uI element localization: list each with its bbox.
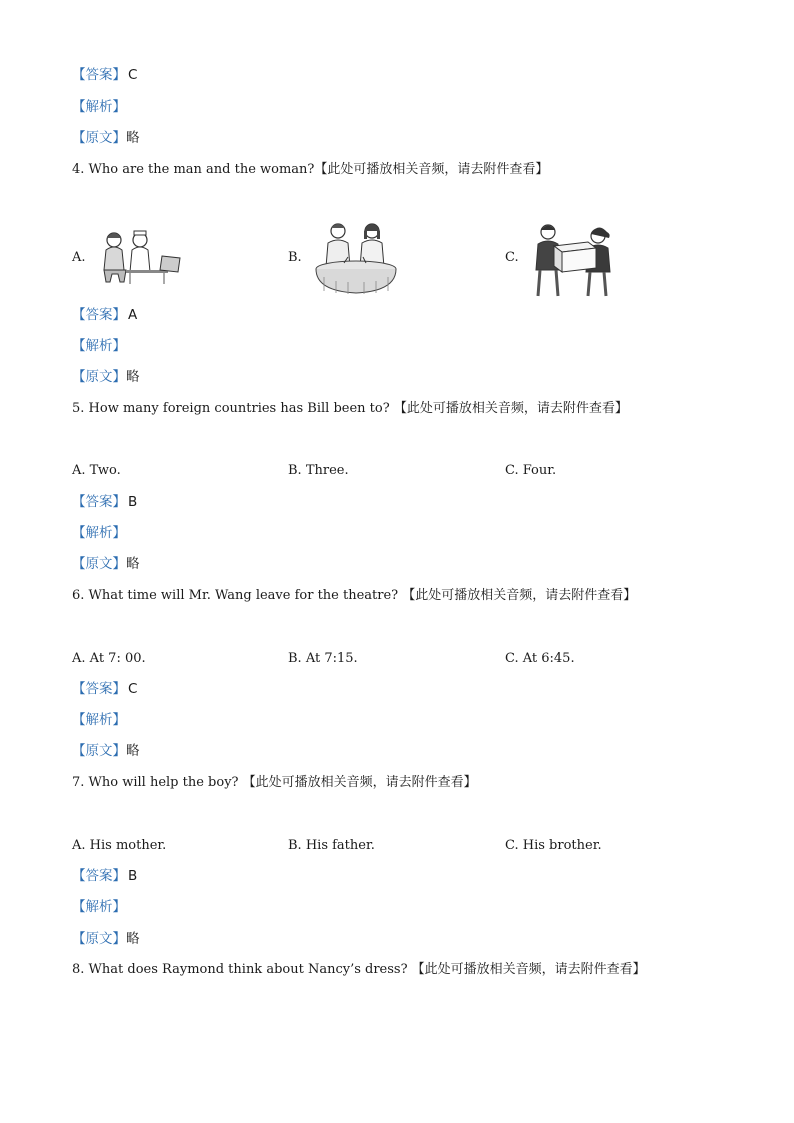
original-line (72, 129, 140, 147)
doctor-patient-illustration-icon (96, 226, 188, 286)
answer-value: B (128, 868, 138, 884)
analysis-tag: 【解析】 (72, 525, 126, 541)
original-line (72, 930, 140, 948)
question-8: 8. What does Raymond think about Nancy’s dress? 【此处可播放相关音频，请去附件查看】 (72, 962, 646, 977)
original-value: 略 (126, 556, 140, 572)
analysis-line (72, 98, 126, 116)
option-6b[interactable]: B. At 7:15. (288, 651, 358, 666)
answer-value: C (128, 67, 138, 83)
answer-value: C (128, 681, 138, 697)
analysis-tag: 【解析】 (72, 899, 126, 915)
option-7b[interactable]: B. His father. (288, 838, 375, 853)
answer-line (72, 306, 137, 324)
analysis-line (72, 337, 126, 355)
original-tag: 【原文】 (72, 743, 126, 759)
question-7: 7. Who will help the boy? 【此处可播放相关音频，请去附件查看】 (72, 775, 477, 790)
option-label: C. (505, 250, 519, 265)
original-value: 略 (126, 369, 140, 385)
original-value: 略 (126, 130, 140, 146)
original-value: 略 (126, 743, 140, 759)
question-5: 5. How many foreign countries has Bill been to? 【此处可播放相关音频，请去附件查看】 (72, 401, 628, 416)
analysis-tag: 【解析】 (72, 99, 126, 115)
original-tag: 【原文】 (72, 130, 126, 146)
option-label: B. (288, 250, 302, 265)
option-7c[interactable]: C. His brother. (505, 838, 602, 853)
original-line (72, 555, 140, 573)
option-7a[interactable]: A. His mother. (72, 838, 167, 853)
answer-tag: 【答案】 (72, 868, 126, 884)
analysis-tag: 【解析】 (72, 712, 126, 728)
answer-value: B (128, 494, 138, 510)
dinner-table-illustration-icon (314, 219, 398, 297)
original-line (72, 368, 140, 386)
question-6: 6. What time will Mr. Wang leave for the theatre? 【此处可播放相关音频，请去附件查看】 (72, 588, 637, 603)
original-tag: 【原文】 (72, 369, 126, 385)
option-5c[interactable]: C. Four. (505, 463, 557, 478)
option-6a[interactable]: A. At 7: 00. (72, 651, 146, 666)
option-4a[interactable] (72, 249, 86, 267)
answer-tag: 【答案】 (72, 494, 126, 510)
original-tag: 【原文】 (72, 931, 126, 947)
analysis-line (72, 898, 126, 916)
answer-tag: 【答案】 (72, 307, 126, 323)
answer-line (72, 493, 137, 511)
answer-line (72, 66, 137, 84)
analysis-tag: 【解析】 (72, 338, 126, 354)
answer-value: A (128, 307, 138, 323)
answer-line (72, 867, 137, 885)
answer-line (72, 680, 137, 698)
moving-box-illustration-icon (528, 220, 618, 298)
answer-tag: 【答案】 (72, 67, 126, 83)
answer-tag: 【答案】 (72, 681, 126, 697)
original-tag: 【原文】 (72, 556, 126, 572)
original-line (72, 742, 140, 760)
option-4c[interactable] (505, 249, 519, 267)
question-4: 4. Who are the man and the woman?【此处可播放相关音频，请去附件查看】 (72, 162, 549, 177)
option-4b[interactable] (288, 249, 302, 267)
option-label: A. (72, 250, 86, 265)
analysis-line (72, 524, 126, 542)
option-5a[interactable]: A. Two. (72, 463, 121, 478)
analysis-line (72, 711, 126, 729)
option-5b[interactable]: B. Three. (288, 463, 349, 478)
original-value: 略 (126, 931, 140, 947)
option-6c[interactable]: C. At 6:45. (505, 651, 575, 666)
